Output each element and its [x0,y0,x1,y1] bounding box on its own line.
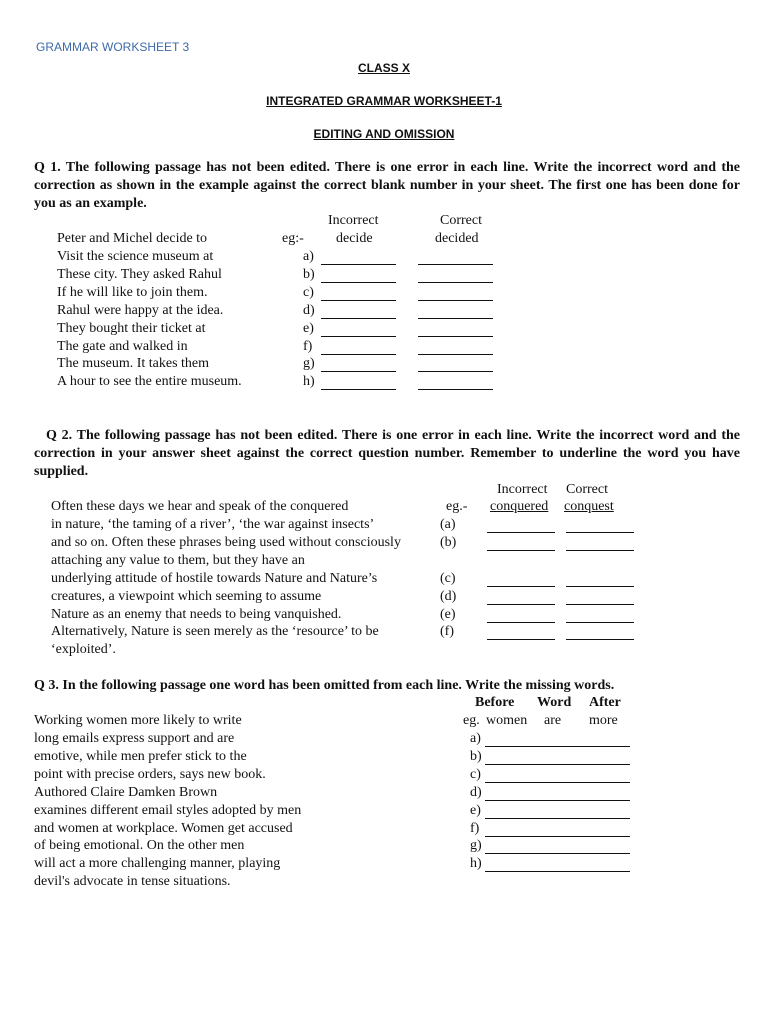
q2-correct-blank[interactable] [566,638,634,640]
q3-example-label: eg. [463,713,480,728]
q3-example-word: are [544,713,562,728]
q1-line-text: Rahul were happy at the idea. [57,302,224,318]
q3-answer-blank[interactable] [485,817,630,819]
q1-example-correct: decided [435,231,479,246]
q3-answer-blank[interactable] [485,852,630,854]
q1-col-correct: Correct [440,213,482,228]
q3-last-line: devil's advocate in tense situations. [34,874,231,889]
q1-correct-blank[interactable] [418,281,493,283]
q1-item-label: d) [303,302,315,318]
q1-incorrect-blank[interactable] [321,317,396,319]
q3-item-label: a) [470,731,481,746]
q1-line-text: A hour to see the entire museum. [57,374,242,390]
q1-correct-blank[interactable] [418,388,493,390]
q1-item-label: f) [303,338,313,354]
q3-line-text: and women at workplace. Women get accused [34,820,293,836]
q2-item-label: (a) [440,517,456,532]
q2-line-text: in nature, ‘the taming of a river’, ‘the war against insects’ [51,517,375,532]
q3-item-label: f) [470,820,480,836]
q2-line-text: ‘exploited’. [51,642,116,658]
q2-incorrect-blank[interactable] [487,638,555,640]
q3-answer-blank[interactable] [485,799,630,801]
q2-correct-blank[interactable] [566,531,634,533]
q3-line-text: Authored Claire Damken Brown [34,784,218,800]
q1-incorrect-blank[interactable] [321,370,396,372]
q1-correct-blank[interactable] [418,263,493,265]
q2-line-text: creatures, a viewpoint which seeming to assume [51,588,322,604]
q1-line-text: They bought their ticket at [57,320,206,336]
q2-line-text: Alternatively, Nature is seen merely as the ‘resource’ to be [51,624,379,640]
q1-incorrect-blank[interactable] [321,353,396,355]
q3-line-text: of being emotional. On the other men [34,838,245,854]
q2-item-label: (f) [440,624,454,640]
q2-incorrect-blank[interactable] [487,621,555,623]
q2-prompt: Q 2. The following passage has not been edited. There is one error in each line. Write the incorrect word and the correction in your answer sheet against the correct question number. Remember to underline the word you have supplied. [34,428,740,479]
class-title: CLASS X [357,61,410,75]
q3-answer-blank[interactable] [485,745,630,747]
q1-line-text: These city. They asked Rahul [57,266,222,282]
q2-example-label: eg.- [446,499,468,514]
q3-prompt: Q 3. In the following passage one word has been omitted from each line. Write the missing words. [34,678,615,693]
q3-line-text: long emails express support and are [34,731,235,746]
q1-line-text: If he will like to join them. [57,284,208,300]
q3-item-label: d) [470,784,482,800]
q2-correct-blank[interactable] [566,603,634,605]
q3-line-text: examines different email styles adopted by men [34,802,302,818]
q1-item-label: b) [303,266,315,282]
q1-item-label: c) [303,284,314,300]
q2-item-label: (c) [440,570,456,586]
worksheet-header: GRAMMAR WORKSHEET 3 [36,40,190,54]
q3-line-text: will act a more challenging manner, playing [34,856,281,872]
q3-line-text: point with precise orders, says new book. [34,766,266,782]
q1-correct-blank[interactable] [418,370,493,372]
q3-item-label: h) [470,856,482,872]
q2-example-line: Often these days we hear and speak of the conquered [51,499,349,514]
q3-answer-blank[interactable] [485,835,630,837]
q1-incorrect-blank[interactable] [321,335,396,337]
q2-line-text: attaching any value to them, but they have an [51,552,305,568]
q3-example-before: women [486,713,528,728]
q3-item-label: g) [470,838,482,854]
q3-example-line: Working women more likely to write [34,713,242,728]
q1-line-text: The gate and walked in [57,338,188,354]
q1-correct-blank[interactable] [418,335,493,337]
q1-correct-blank[interactable] [418,317,493,319]
q3-col-before: Before [475,695,515,710]
q1-item-label: g) [303,356,315,372]
q1-line-text: The museum. It takes them [57,356,210,372]
q2-example-incorrect: conquered [490,499,549,514]
q2-item-label: (d) [440,588,457,604]
q1-item-label: h) [303,374,315,390]
topic-title: EDITING AND OMISSION [313,127,455,141]
q3-answer-blank[interactable] [485,763,630,765]
q3-example-after: more [589,713,618,728]
q3-item-label: e) [470,802,481,818]
q2-col-correct: Correct [566,482,608,497]
q2-item-label: (e) [440,606,456,622]
q2-col-incorrect: Incorrect [497,482,548,497]
q2-correct-blank[interactable] [566,549,634,551]
q1-incorrect-blank[interactable] [321,299,396,301]
q1-correct-blank[interactable] [418,299,493,301]
q1-incorrect-blank[interactable] [321,388,396,390]
q3-answer-blank[interactable] [485,781,630,783]
q1-example-incorrect: decide [336,231,373,246]
q1-line-text: Visit the science museum at [57,249,214,264]
worksheet-title: INTEGRATED GRAMMAR WORKSHEET-1 [266,94,502,108]
q2-incorrect-blank[interactable] [487,585,555,587]
q2-line-text: Nature as an enemy that needs to being vanquished. [51,606,342,622]
q2-correct-blank[interactable] [566,621,634,623]
q2-item-label: (b) [440,534,457,550]
q1-example-line: Peter and Michel decide to [57,231,208,246]
q3-item-label: b) [470,748,482,764]
q2-incorrect-blank[interactable] [487,603,555,605]
q1-incorrect-blank[interactable] [321,281,396,283]
q3-line-text: emotive, while men prefer stick to the [34,748,247,764]
q3-answer-blank[interactable] [485,870,630,872]
q2-example-correct: conquest [564,499,614,514]
q3-col-after: After [589,695,621,710]
q1-item-label: e) [303,320,314,336]
q2-incorrect-blank[interactable] [487,531,555,533]
q1-incorrect-blank[interactable] [321,263,396,265]
q1-col-incorrect: Incorrect [328,213,379,228]
q1-item-label: a) [303,249,314,264]
q1-example-label: eg:- [282,231,304,246]
q1-prompt: Q 1. The following passage has not been edited. There is one error in each line. Write the incorrect word and the correction as shown in the example against the correct blank number in your sheet. The first one has been done for you as an example. [34,160,740,211]
q2-line-text: underlying attitude of hostile towards Nature and Nature’s [51,570,378,586]
q2-incorrect-blank[interactable] [487,549,555,551]
q2-correct-blank[interactable] [566,585,634,587]
q3-col-word: Word [537,695,572,710]
q3-item-label: c) [470,766,481,782]
q1-correct-blank[interactable] [418,353,493,355]
q2-line-text: and so on. Often these phrases being used without consciously [51,534,401,550]
